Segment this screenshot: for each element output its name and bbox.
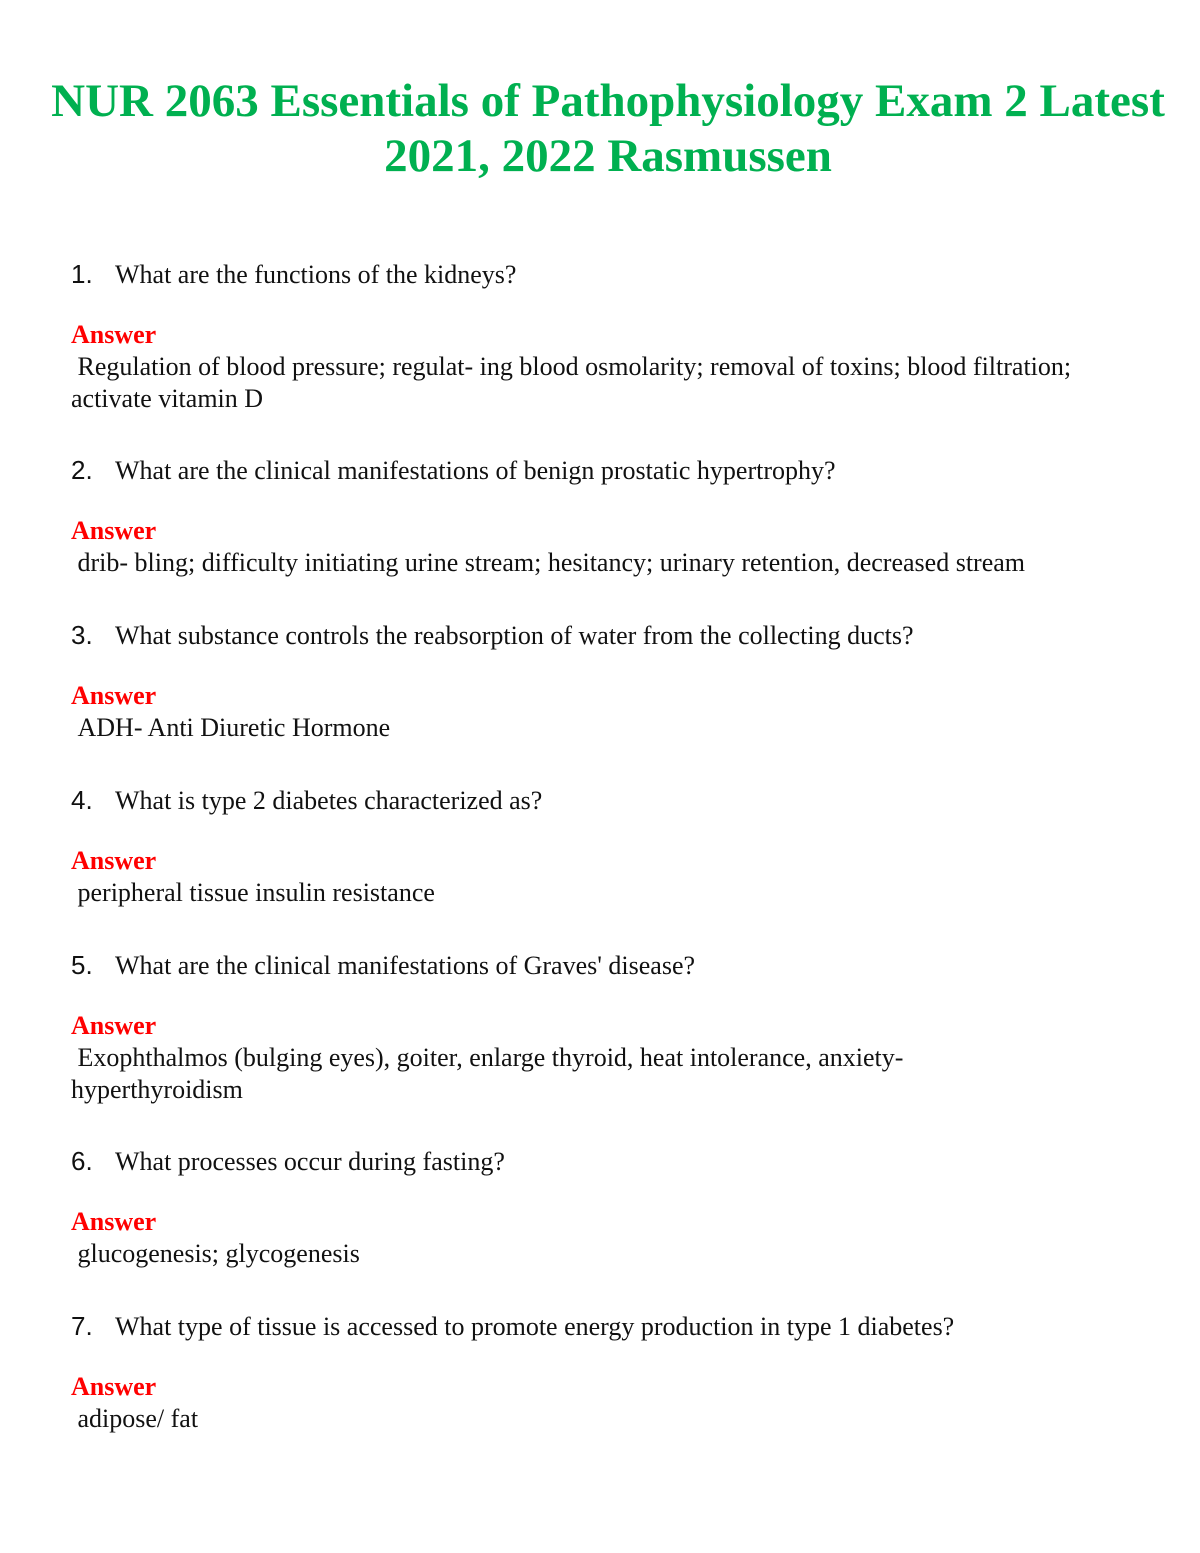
answer-text: adipose/ fat — [71, 1404, 199, 1433]
answer-label: Answer — [71, 1207, 157, 1236]
question-5 — [71, 950, 1151, 980]
answer-label: Answer — [71, 516, 157, 545]
question-number: 2. — [71, 455, 93, 485]
qa-item-1 — [71, 259, 1151, 415]
question-7 — [71, 1311, 1151, 1341]
answer-label: Answer — [71, 846, 157, 875]
question-text: What are the clinical manifestations of Graves' disease? — [115, 951, 696, 980]
question-number: 3. — [71, 620, 93, 650]
answer-label: Answer — [71, 1372, 157, 1401]
qa-item-7 — [71, 1311, 1151, 1435]
question-text: What substance controls the reabsorption of water from the collecting ducts? — [115, 621, 914, 650]
answer-text: Regulation of blood pressure; regulat- ing blood osmolarity; removal of toxins; blood filtration; activate vitamin D — [71, 352, 1078, 413]
answer-text: peripheral tissue insulin resistance — [71, 878, 435, 907]
qa-item-5 — [71, 950, 1151, 1106]
answer-label: Answer — [71, 1011, 157, 1040]
answer-label: Answer — [71, 320, 157, 349]
question-3 — [71, 620, 1151, 650]
question-text: What are the clinical manifestations of benign prostatic hypertrophy? — [115, 456, 836, 485]
question-1 — [71, 259, 1151, 289]
answer-text: drib- bling; difficulty initiating urine stream; hesitancy; urinary retention, decreased stream — [71, 548, 1026, 577]
question-text: What are the functions of the kidneys? — [115, 260, 517, 289]
answer-text: ADH- Anti Diuretic Hormone — [71, 713, 391, 742]
qa-item-6 — [71, 1146, 1151, 1270]
answer-text: glucogenesis; glycogenesis — [71, 1239, 360, 1268]
question-number: 7. — [71, 1311, 93, 1341]
qa-item-2 — [71, 455, 1151, 579]
question-text: What processes occur during fasting? — [115, 1147, 505, 1176]
question-number: 5. — [71, 950, 93, 980]
question-4 — [71, 785, 1151, 815]
question-6 — [71, 1146, 1151, 1176]
question-text: What is type 2 diabetes characterized as? — [115, 786, 543, 815]
answer-label: Answer — [71, 681, 157, 710]
question-text: What type of tissue is accessed to promote energy production in type 1 diabetes? — [115, 1312, 955, 1341]
qa-item-4 — [71, 785, 1151, 909]
qa-item-3 — [71, 620, 1151, 744]
document-title: NUR 2063 Essentials of Pathophysiology Exam 2 Latest 2021, 2022 Rasmussen — [51, 75, 1165, 182]
question-2 — [71, 455, 1151, 485]
answer-text: Exophthalmos (bulging eyes), goiter, enlarge thyroid, heat intolerance, anxiety- hyperthyroidism — [71, 1043, 910, 1104]
question-number: 4. — [71, 785, 93, 815]
question-number: 6. — [71, 1146, 93, 1176]
question-number: 1. — [71, 259, 93, 289]
